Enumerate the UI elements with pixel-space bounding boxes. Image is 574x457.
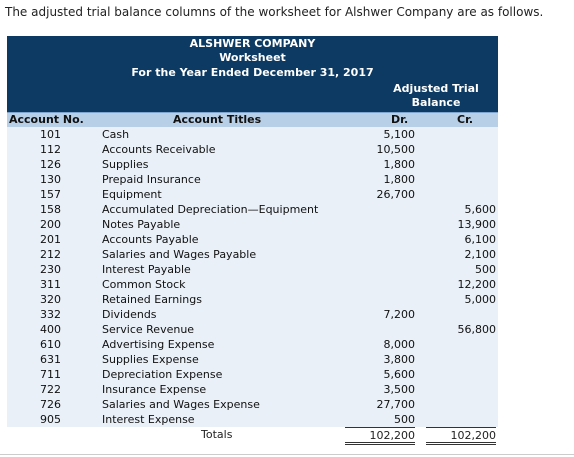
account-title: Salaries and Wages Payable [102,248,257,261]
table-row [7,322,498,337]
account-rows [7,127,498,427]
account-title: Retained Earnings [102,293,202,306]
account-number: 610 [40,338,61,351]
credit-amount: 5,600 [464,203,496,216]
adjusted-trial-label: Adjusted Trial [393,82,479,95]
table-row [7,127,498,142]
account-number: 722 [40,383,61,396]
table-row [7,142,498,157]
table-row [7,307,498,322]
account-title: Supplies Expense [102,353,199,366]
table-row [7,187,498,202]
account-number: 332 [40,308,61,321]
account-title: Accounts Receivable [102,143,216,156]
account-title: Advertising Expense [102,338,215,351]
account-number: 726 [40,398,61,411]
table-row [7,352,498,367]
account-number: 201 [40,233,61,246]
account-number: 905 [40,413,61,426]
debit-amount: 3,800 [383,353,415,366]
table-row [7,277,498,292]
account-title: Cash [102,128,130,141]
account-number: 631 [40,353,61,366]
account-number: 320 [40,293,61,306]
col-account-no: Account No. [9,113,84,126]
debit-amount: 26,700 [376,188,415,201]
table-row [7,217,498,232]
account-title: Dividends [102,308,157,321]
account-number: 311 [40,278,61,291]
debit-amount: 500 [394,413,415,426]
table-row [7,247,498,262]
credit-amount: 12,200 [457,278,496,291]
table-row [7,292,498,307]
account-title: Salaries and Wages Expense [102,398,260,411]
account-number: 400 [40,323,61,336]
company-name: ALSHWER COMPANY [189,37,316,50]
table-row [7,232,498,247]
table-row [7,337,498,352]
table-row [7,157,498,172]
account-title: Equipment [102,188,162,201]
document-type: Worksheet [219,51,286,64]
table-row [7,382,498,397]
account-number: 126 [40,158,61,171]
account-number: 230 [40,263,61,276]
period-line: For the Year Ended December 31, 2017 [131,66,374,79]
account-title: Service Revenue [102,323,195,336]
account-title: Insurance Expense [102,383,207,396]
account-number: 101 [40,128,61,141]
account-number: 212 [40,248,61,261]
col-cr: Cr. [457,113,474,126]
worksheet-header [7,36,498,112]
account-number: 130 [40,173,61,186]
account-title: Depreciation Expense [102,368,223,381]
debit-amount: 1,800 [383,158,415,171]
account-title: Interest Expense [102,413,195,426]
debit-amount: 10,500 [376,143,415,156]
intro-text: The adjusted trial balance columns of the worksheet for Alshwer Company are as follows. [5,5,544,19]
totals-label: Totals [201,428,233,441]
credit-amount: 500 [475,263,496,276]
account-title: Accounts Payable [102,233,199,246]
debit-amount: 27,700 [376,398,415,411]
account-number: 158 [40,203,61,216]
bottom-divider [0,454,574,455]
totals-cr: 102,200 [426,427,496,445]
debit-amount: 3,500 [383,383,415,396]
debit-amount: 5,600 [383,368,415,381]
debit-amount: 7,200 [383,308,415,321]
account-title: Prepaid Insurance [102,173,201,186]
account-title: Common Stock [102,278,186,291]
worksheet-table [7,36,498,443]
debit-amount: 5,100 [383,128,415,141]
account-number: 711 [40,368,61,381]
credit-amount: 2,100 [464,248,496,261]
account-number: 200 [40,218,61,231]
credit-amount: 13,900 [457,218,496,231]
credit-amount: 5,000 [464,293,496,306]
account-title: Notes Payable [102,218,181,231]
debit-amount: 8,000 [383,338,415,351]
table-row [7,202,498,217]
column-header-row [7,112,498,127]
table-row [7,412,498,427]
table-row [7,262,498,277]
account-title: Interest Payable [102,263,191,276]
account-title: Accumulated Depreciation—Equipment [102,203,319,216]
account-number: 112 [40,143,61,156]
col-account-titles: Account Titles [173,113,262,126]
col-dr: Dr. [391,113,409,126]
totals-dr: 102,200 [345,427,415,445]
table-row [7,397,498,412]
table-row [7,172,498,187]
account-title: Supplies [102,158,149,171]
table-row [7,367,498,382]
credit-amount: 6,100 [464,233,496,246]
credit-amount: 56,800 [457,323,496,336]
balance-label: Balance [411,96,461,109]
account-number: 157 [40,188,61,201]
debit-amount: 1,800 [383,173,415,186]
totals-row [7,427,498,443]
